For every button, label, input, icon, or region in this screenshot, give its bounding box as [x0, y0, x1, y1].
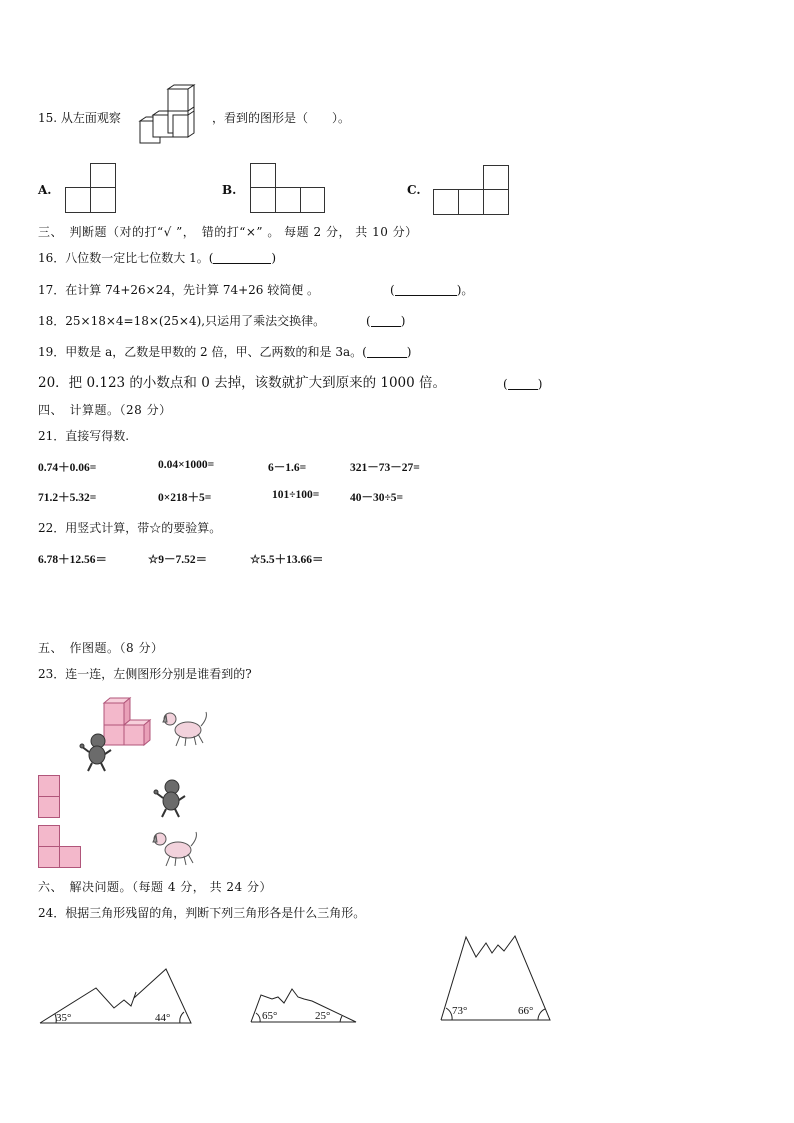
q23-title: 23．连一连，左侧图形分别是谁看到的? — [38, 667, 252, 681]
dog-icon — [160, 710, 210, 748]
q21-item: 40－30÷5= — [350, 492, 404, 504]
option-c-square — [483, 165, 509, 190]
triangle-angle-right: 44° — [155, 1012, 171, 1024]
q18-line — [38, 313, 325, 329]
q15-text-before: 从左面观察 — [60, 111, 121, 125]
option-a-square — [65, 187, 91, 213]
view-square — [38, 846, 60, 868]
q17-answer-blank[interactable] — [395, 283, 457, 296]
q15-line — [38, 110, 121, 126]
triangle-angle-left: 73° — [452, 1005, 468, 1017]
q15-text-after: ，看到的图形是（ ）。 — [212, 111, 351, 125]
view-square — [38, 825, 60, 847]
view-square — [59, 846, 81, 868]
q19-answer-blank[interactable] — [367, 345, 407, 358]
triangle-angle-right: 66° — [518, 1005, 534, 1017]
section-3-heading: 三、 判断题（对的打“√ ”， 错的打“×” 。 每题 2 分， 共 10 分） — [38, 225, 418, 239]
option-a-label: A. — [38, 183, 52, 197]
q15-cube-figure — [138, 85, 208, 147]
q21-item: 6－1.6= — [268, 462, 307, 474]
option-c-square — [458, 189, 484, 215]
q20-text: 20．把 0.123 的小数点和 0 去掉，该数就扩大到原来的 1000 倍。 — [38, 375, 447, 391]
option-a-square — [90, 163, 116, 188]
q18-close: ) — [400, 314, 406, 328]
triangle-angle-left: 65° — [262, 1010, 278, 1022]
option-b-label: B. — [222, 183, 237, 197]
q20-answer-blank[interactable] — [508, 377, 538, 390]
monkey-icon — [78, 732, 114, 772]
q18-answer — [366, 313, 405, 329]
option-c-label: C. — [407, 183, 421, 197]
q20-close: ) — [537, 377, 543, 391]
q18-answer-blank[interactable] — [371, 314, 401, 327]
q21-item: 101÷100= — [272, 489, 320, 501]
q21-item: 0×218＋5= — [158, 492, 212, 504]
option-a-square — [90, 187, 116, 213]
option-b-square — [275, 187, 301, 213]
view-square — [38, 775, 60, 797]
q17-close: )。 — [456, 283, 474, 297]
q17-text: 17．在计算 74+26×24，先计算 74+26 较简便 。 — [38, 283, 320, 297]
section-6-heading: 六、 解决问题。（每题 4 分， 共 24 分） — [38, 880, 272, 894]
option-b-square — [300, 187, 325, 213]
q19-close: ) — [406, 345, 412, 359]
q22-title: 22．用竖式计算，带☆的要验算。 — [38, 521, 222, 535]
option-b-square — [250, 163, 276, 188]
q17-open: ( — [390, 283, 395, 297]
q21-item: 0.04×1000= — [158, 459, 215, 471]
triangle-angle-right: 25° — [315, 1010, 331, 1022]
q19-line — [38, 344, 411, 360]
option-c-square — [433, 189, 459, 215]
q19-text: 19．甲数是 a，乙数是甲数的 2 倍，甲、乙两数的和是 3a。( — [38, 345, 367, 359]
monkey-icon — [152, 778, 188, 818]
section-5-heading: 五、 作图题。（8 分） — [38, 641, 164, 655]
q22-item: ☆9－7.52＝ — [148, 554, 208, 566]
q16-close: ) — [271, 251, 277, 265]
q21-item: 71.2＋5.32= — [38, 492, 97, 504]
q20-open: ( — [503, 377, 508, 391]
q16-text: 16．八位数一定比七位数大 1。( — [38, 251, 214, 265]
q22-item: 6.78＋12.56＝ — [38, 554, 107, 566]
section-4-heading: 四、 计算题。（28 分） — [38, 403, 172, 417]
dog-icon — [150, 830, 200, 868]
q16-line — [38, 250, 276, 266]
option-b-square — [250, 187, 276, 213]
q21-item: 321－73－27= — [350, 462, 420, 474]
q20-line — [38, 375, 446, 391]
q18-open: ( — [366, 314, 371, 328]
q16-answer-blank[interactable] — [213, 251, 271, 264]
q24-title: 24．根据三角形残留的角，判断下列三角形各是什么三角形。 — [38, 906, 366, 920]
q22-item: ☆5.5＋13.66＝ — [250, 554, 324, 566]
q18-text: 18．25×18×4=18×(25×4),只运用了乘法交换律。 — [38, 314, 326, 328]
option-c-square — [483, 189, 509, 215]
q20-answer — [503, 376, 542, 392]
q21-item: 0.74＋0.06= — [38, 462, 97, 474]
q21-title: 21．直接写得数. — [38, 429, 130, 443]
triangle-angle-left: 35° — [56, 1012, 72, 1024]
q17-answer — [390, 282, 473, 298]
q15-number: 15. — [38, 111, 58, 125]
view-square — [38, 796, 60, 818]
q17-line — [38, 282, 319, 298]
